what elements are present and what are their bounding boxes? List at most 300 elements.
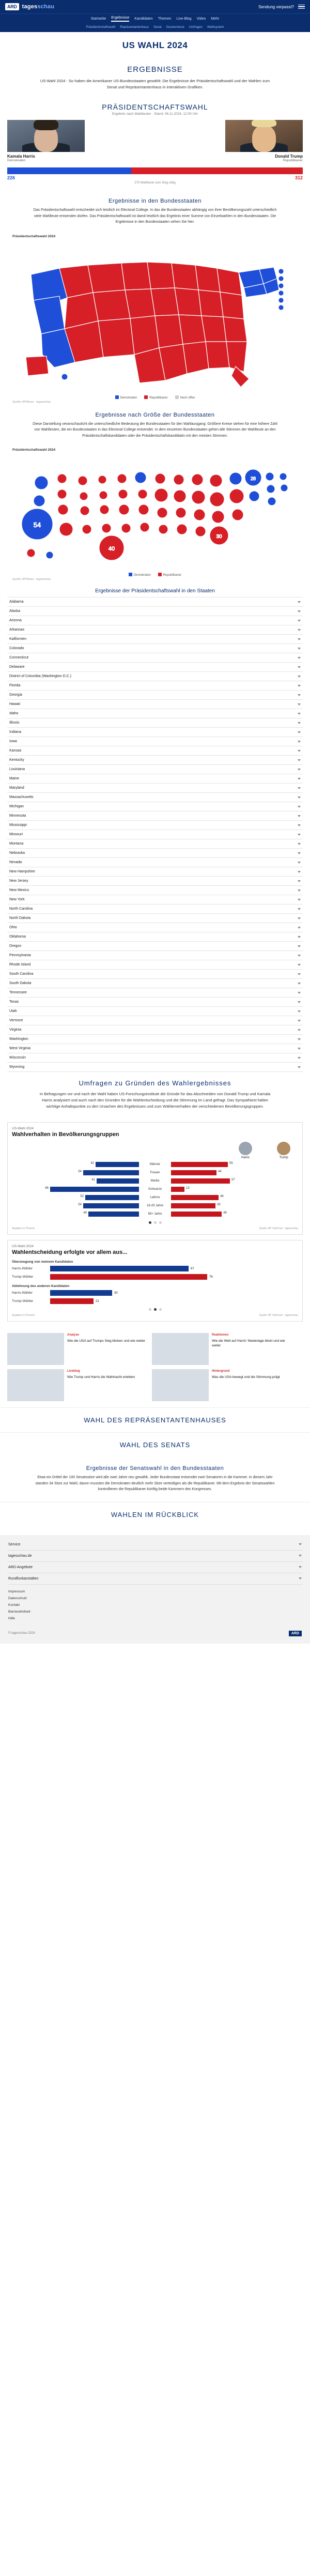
pagination-dot[interactable] (159, 1221, 162, 1224)
map-label-2: Präsidentschaftswahl 2024 (12, 448, 56, 452)
state-row[interactable] (7, 849, 303, 858)
state-name: Alaska (9, 609, 21, 614)
brand-primary: tages (22, 4, 38, 10)
chevron-down-icon (298, 601, 301, 603)
state-name: North Carolina (9, 907, 33, 911)
state-name: Vermont (9, 1019, 23, 1023)
chart2-row: Harris-Wähler 67 (12, 1267, 194, 1271)
teaser-title: Was die USA bewegt und die Stimmung prägt (212, 1375, 280, 1379)
chevron-down-icon (299, 1543, 302, 1545)
state-name: Utah (9, 1009, 17, 1014)
subnav-item-1[interactable]: Repräsentantenhaus (120, 25, 149, 29)
state-row[interactable] (7, 718, 303, 728)
legend-dem-2: Demokraten (129, 573, 151, 577)
state-row[interactable] (7, 635, 303, 644)
teaser-tag: Analyse (67, 1333, 80, 1337)
svg-text:54: 54 (33, 521, 41, 529)
chart2-notes (12, 1311, 298, 1317)
missed-broadcast-link[interactable]: Sendung verpasst? (258, 4, 294, 9)
state-row[interactable] (7, 877, 303, 886)
presidential-hero (0, 98, 310, 190)
brand-area[interactable] (5, 3, 54, 10)
chart1-title: Wahlverhalten in Bevölkerungsgruppen (12, 1131, 119, 1138)
chart2-group-1-rows (12, 1290, 298, 1304)
chevron-down-icon (298, 1057, 301, 1059)
chevron-down-icon (298, 713, 301, 715)
map-legend-2 (0, 571, 310, 578)
state-name: Arkansas (9, 628, 25, 632)
chevron-down-icon (298, 1048, 301, 1050)
legend-dem: Demokraten (115, 395, 137, 400)
state-name: Indiana (9, 730, 21, 734)
electoral-college-heading: Ergebnisse in den Bundesstaaten (108, 198, 202, 204)
candidate-harris (7, 120, 85, 162)
chevron-down-icon (298, 890, 301, 892)
nav-item-6[interactable]: Mehr (211, 17, 220, 21)
chevron-down-icon (298, 992, 301, 994)
subnav-item-3[interactable]: Gouverneure (166, 25, 184, 29)
state-name: Washington (9, 1037, 28, 1041)
cartogram-text: Diese Darstellung veranschaulicht die unterschiedliche Bedeutung der Bundesstaaten für den Wahlausgang: Größere Kreise stehen für eine höhere Zahl von Wahlleuten, die ein Bundesstaaten in das Electoral College entsendet. In dem einzelnen Bundesstaaten gehen alle Stimmen der Wahlleute an den Präsidentschaftskandidaten oder die Präsidentschaftskandidatin mit den meisten Stimmen. (33, 422, 277, 438)
state-name: New York (9, 898, 25, 902)
candidate-trump-party: Republikaner (283, 159, 303, 162)
state-name: Pennsylvania (9, 954, 31, 958)
us-map-svg (10, 238, 300, 393)
footer (0, 1535, 310, 1644)
chevron-down-icon (298, 871, 301, 873)
footer-accordion-label: Rundfunkanstalten (8, 1576, 39, 1581)
brand-secondary: schau (37, 4, 55, 10)
state-row[interactable] (7, 653, 303, 663)
state-name: Idaho (9, 712, 19, 716)
state-row[interactable] (7, 932, 303, 942)
state-row[interactable] (7, 607, 303, 616)
state-row[interactable] (7, 914, 303, 923)
svg-text:28: 28 (250, 476, 256, 482)
teaser-tag: Liveblog (67, 1370, 80, 1373)
chevron-down-icon (298, 936, 301, 938)
chevron-down-icon (298, 973, 301, 975)
top-bar-right (258, 5, 305, 9)
state-name: Tennessee (9, 991, 27, 995)
teaser-title: Wie Trump und Harris die Wahlnacht erlebten (67, 1375, 135, 1379)
chevron-down-icon (298, 666, 301, 668)
state-name: South Dakota (9, 982, 32, 986)
state-row[interactable] (7, 858, 303, 867)
chevron-down-icon (298, 843, 301, 845)
chevron-down-icon (298, 945, 301, 947)
state-name: Wyoming (9, 1065, 25, 1069)
teaser-card[interactable] (152, 1369, 292, 1401)
pagination-dot[interactable] (154, 1221, 157, 1224)
chevron-down-icon (298, 787, 301, 789)
state-row[interactable] (7, 970, 303, 979)
state-row[interactable] (7, 728, 303, 737)
cartogram-svg (10, 452, 300, 571)
chart2-row: Trump-Wähler 76 (12, 1275, 213, 1279)
page-title: US WAHL 2024 (122, 40, 188, 50)
state-name: Connecticut (9, 656, 28, 660)
nav-item-1[interactable]: Ergebnisse (111, 16, 129, 22)
chart1-notes (12, 1224, 298, 1230)
footer-accordion-label: Service (8, 1542, 21, 1546)
footer-link-datenschutz[interactable]: Datenschutz (8, 1596, 27, 1600)
state-row[interactable] (7, 756, 303, 765)
state-row[interactable] (7, 774, 303, 784)
state-row[interactable] (7, 960, 303, 970)
state-row[interactable] (7, 1007, 303, 1016)
chevron-down-icon (298, 983, 301, 985)
chart1-head-trump (272, 1142, 295, 1159)
teaser-card[interactable] (152, 1333, 292, 1365)
footer-links (0, 1585, 310, 1626)
state-name: Kansas (9, 749, 22, 753)
state-row[interactable] (7, 616, 303, 625)
footer-accordion-label: ARD-Angebote (8, 1565, 33, 1569)
hamburger-icon[interactable] (298, 5, 305, 9)
states-section-title: Ergebnisse der Präsidentschaftswahl in den Staaten (95, 588, 215, 594)
trump-avatar (277, 1142, 290, 1155)
state-row[interactable] (7, 1025, 303, 1035)
chevron-down-icon (298, 955, 301, 957)
state-name: Florida (9, 684, 21, 688)
us-election-map[interactable] (10, 238, 300, 393)
chevron-down-icon (299, 1577, 302, 1580)
footer-accordion-row[interactable] (7, 1551, 303, 1562)
state-name: Minnesota (9, 814, 26, 818)
chart1-row: 52 Latinos 46 (80, 1195, 224, 1200)
state-name: Montana (9, 842, 24, 846)
state-row[interactable] (7, 886, 303, 895)
chevron-down-icon (298, 852, 301, 854)
state-name: District of Columbia (Washington D.C.) (9, 674, 71, 679)
chevron-down-icon (298, 908, 301, 910)
state-row[interactable] (7, 895, 303, 904)
pagination-dot[interactable] (149, 1221, 151, 1224)
senate-block (0, 1457, 310, 1502)
chevron-down-icon (298, 824, 301, 826)
state-row[interactable] (7, 1035, 303, 1044)
candidate-trump-name: Donald Trump (275, 154, 303, 159)
state-name: Oklahoma (9, 935, 26, 939)
state-name: Wisconsin (9, 1056, 26, 1060)
state-row[interactable] (7, 867, 303, 877)
electoral-vote-numbers (0, 174, 310, 180)
state-name: Colorado (9, 647, 24, 651)
state-name: Georgia (9, 693, 22, 697)
ev-bar-dem (7, 167, 131, 174)
senate-text: Etwa ein Drittel der 100 Senatssitze wird alle zwei Jahre neu gewählt. Jeder Bundesstaat entsendet zwei Senatoren in die Kammer. In diesem Jahr standen 34 Sitze zur Wahl, davon mussten die Demokraten deutlich mehr Sitze verteidigen als die Republikaner. Mit dem Ergebnis der Senatswahlen kontrollieren die Republikaner künftig beide Kammern des Kongresses. (35, 1476, 275, 1492)
chevron-down-icon (298, 796, 301, 799)
state-name: Oregon (9, 944, 22, 948)
chart2-kicker: US-Wahl 2024 (12, 1245, 34, 1249)
state-row[interactable] (7, 784, 303, 793)
state-row[interactable] (7, 839, 303, 849)
footer-link-kontakt[interactable]: Kontakt (8, 1603, 20, 1607)
electoral-vote-bar (7, 167, 303, 174)
chevron-down-icon (298, 964, 301, 966)
footer-accordion (7, 1539, 303, 1585)
pagination-dot[interactable] (159, 1308, 162, 1311)
teaser-card[interactable] (7, 1333, 148, 1365)
state-name: Maine (9, 777, 20, 781)
candidate-trump (225, 120, 303, 162)
state-name: Nebraska (9, 851, 25, 855)
nav-item-0[interactable]: Startseite (90, 17, 106, 21)
chart1-row: 49 65+ Jahre 49 (83, 1212, 227, 1216)
main-nav (0, 13, 310, 24)
chart2-note-right: Quelle: AP VoteCast · tagesschau (259, 1314, 298, 1317)
chevron-down-icon (298, 676, 301, 678)
state-row[interactable] (7, 746, 303, 756)
ev-count-rep: 312 (295, 175, 303, 180)
chart1-pagination[interactable] (12, 1217, 298, 1224)
pagination-dot[interactable] (154, 1308, 157, 1311)
chevron-down-icon (298, 731, 301, 733)
state-name: Illinois (9, 721, 20, 725)
states-accordion (7, 597, 303, 1072)
footer-link-impressum[interactable]: Impressum (8, 1589, 25, 1593)
chart1-rows (12, 1161, 298, 1217)
chevron-down-icon (299, 1555, 302, 1557)
state-name: Iowa (9, 740, 17, 744)
state-name: North Dakota (9, 916, 31, 921)
state-name: Virginia (9, 1028, 22, 1032)
chevron-down-icon (298, 750, 301, 752)
nav-item-3[interactable]: Themen (158, 17, 172, 21)
chevron-down-icon (298, 1020, 301, 1022)
footer-link-barrierefreiheit[interactable]: Barrierefreiheit (8, 1609, 30, 1614)
footer-link-hilfe[interactable]: Hilfe (8, 1616, 16, 1620)
state-name: Michigan (9, 805, 24, 809)
footer-accordion-row[interactable] (7, 1539, 303, 1551)
ev-count-dem: 226 (7, 175, 16, 180)
us-cartogram-map[interactable] (10, 452, 300, 571)
state-name: West Virginia (9, 1047, 30, 1051)
teaser-thumbnail (152, 1369, 209, 1401)
state-row[interactable] (7, 597, 303, 607)
candidate-harris-party: Demokraten (7, 159, 26, 162)
chevron-down-icon (298, 769, 301, 771)
pagination-dot[interactable] (149, 1308, 151, 1311)
chart1-row: 41 Weiße 57 (91, 1178, 235, 1183)
state-name: Kentucky (9, 758, 24, 762)
state-row[interactable] (7, 625, 303, 635)
chart-vote-motivation (7, 1240, 303, 1322)
state-row[interactable] (7, 1053, 303, 1063)
chart1-candidate-heads (12, 1142, 298, 1159)
review-section-link[interactable]: WAHLEN IM RÜCKBLICK (0, 1502, 310, 1527)
sub-nav (0, 24, 310, 32)
state-name: Maryland (9, 786, 24, 790)
state-row[interactable] (7, 1016, 303, 1025)
state-name: Massachusetts (9, 795, 34, 800)
chart1-row: 54 Frauen 44 (78, 1170, 222, 1175)
senate-heading: Ergebnisse der Senatswahl in den Bundesstaaten (86, 1465, 224, 1472)
chevron-down-icon (298, 806, 301, 808)
nav-item-4[interactable]: Live-Blog (176, 17, 192, 21)
chevron-down-icon (298, 815, 301, 817)
chevron-down-icon (298, 917, 301, 919)
chart1-row: 86 Schwarze 13 (45, 1187, 190, 1191)
state-row[interactable] (7, 793, 303, 802)
state-row[interactable] (7, 737, 303, 746)
chevron-down-icon (298, 638, 301, 640)
state-row[interactable] (7, 700, 303, 709)
teaser-title: Wie die Welt auf Harris' Niederlage blickt und wie weiter (212, 1339, 285, 1348)
electoral-college-block (0, 190, 310, 235)
state-row[interactable] (7, 1063, 303, 1072)
map-label-1: Präsidentschaftswahl 2024 (12, 234, 56, 238)
state-row[interactable] (7, 988, 303, 998)
state-name: Hawaii (9, 702, 21, 707)
chart1-kicker: US-Wahl 2024 (12, 1127, 34, 1131)
cartogram-block (0, 404, 310, 449)
state-row[interactable] (7, 923, 303, 932)
chevron-down-icon (298, 685, 301, 687)
polls-band-title: Umfragen zu Gründen des Wahlergebnisses (79, 1079, 231, 1087)
chevron-down-icon (298, 927, 301, 929)
footer-bottom (0, 1626, 310, 1644)
nav-item-2[interactable]: Kandidaten (134, 17, 153, 21)
state-row[interactable] (7, 681, 303, 691)
state-name: Alabama (9, 600, 24, 604)
candidate-harris-photo (7, 120, 85, 152)
senate-section-link[interactable]: WAHL DES SENATS (0, 1432, 310, 1457)
svg-text:40: 40 (108, 546, 115, 553)
chart2-group-0-subhead: Überzeugung von meinem Kandidaten (12, 1260, 73, 1264)
presidential-subtitle: Ergebnis nach Wahlleuten · Stand: 06.11.2024, 12:00 Uhr (112, 112, 198, 116)
footer-accordion-row[interactable] (7, 1573, 303, 1585)
state-row[interactable] (7, 709, 303, 718)
state-row[interactable] (7, 644, 303, 653)
chevron-down-icon (298, 629, 301, 631)
state-name: Mississippi (9, 823, 27, 827)
teaser-thumbnail (7, 1333, 64, 1365)
chart1-head-harris (234, 1142, 257, 1159)
state-row[interactable] (7, 830, 303, 839)
state-name: New Jersey (9, 879, 28, 883)
teaser-tag: Reaktionen (212, 1333, 229, 1337)
state-row[interactable] (7, 691, 303, 700)
state-row[interactable] (7, 663, 303, 672)
teaser-card[interactable] (7, 1369, 148, 1401)
state-row[interactable] (7, 979, 303, 988)
state-row[interactable] (7, 802, 303, 811)
chevron-down-icon (298, 741, 301, 743)
state-name: Kalifornien (9, 637, 27, 641)
chevron-down-icon (298, 862, 301, 864)
chart2-group-0-rows (12, 1266, 298, 1280)
chart2-title: Wahlentscheidung erfolgte vor allem aus... (12, 1249, 128, 1256)
map-source-2: Quelle: AP/News · tagesschau (12, 578, 51, 581)
subnav-item-4[interactable]: Umfragen (189, 25, 203, 29)
chevron-down-icon (298, 703, 301, 706)
candidate-trump-photo (225, 120, 303, 152)
state-row[interactable] (7, 811, 303, 821)
state-name: Missouri (9, 833, 23, 837)
presidential-title: PRÄSIDENTSCHAFTSWAHL (102, 103, 208, 111)
chevron-down-icon (298, 1010, 301, 1013)
teaser-tag: Hintergrund (212, 1370, 230, 1373)
footer-accordion-label: tagesschau.de (8, 1554, 32, 1558)
state-name: Arizona (9, 619, 22, 623)
chart1-note-right: Quelle: AP VoteCast · tagesschau (259, 1227, 298, 1231)
state-name: Rhode Island (9, 963, 31, 967)
nav-item-5[interactable]: Video (196, 17, 206, 21)
legend-open: Noch offen (175, 395, 195, 400)
chart1-row: 42 Männer 55 (90, 1162, 233, 1167)
subnav-item-0[interactable]: Präsidentschaftswahl (86, 25, 116, 29)
chart-voter-groups (7, 1122, 303, 1235)
state-row[interactable] (7, 1044, 303, 1053)
polls-intro: In Befragungen vor und nach der Wahl haben US-Forschungsinstitute die Gründe für das Abschneiden von Donald Trump und Kamala Harris analysiert und auch nach den Gründen für die Wahlentscheidung und die Stimmung im Land gefragt. Das Sympathiest halten wichtige Anhaltspunkte zu den Ursachen des Ergebnisses und zum Wählerverhalten der verschiedenen Bevölkerungsgruppen. (39, 1092, 271, 1109)
chevron-down-icon (298, 1001, 301, 1003)
ard-logo: ARD (5, 3, 19, 10)
chart1-series-1-name: Trump (279, 1156, 288, 1160)
chart2-row: Trump-Wähler 21 (12, 1299, 99, 1304)
state-name: Texas (9, 1000, 19, 1004)
chart1-series-0-name: Harris (241, 1156, 250, 1160)
chart1-note-left: Angaben in Prozent (12, 1227, 35, 1231)
site-brand (22, 4, 55, 10)
chevron-down-icon (298, 620, 301, 622)
state-name: New Hampshire (9, 870, 35, 874)
state-name: Nevada (9, 861, 22, 865)
ev-needed-label: 270 Wahlleute zum Sieg nötig (134, 181, 176, 185)
state-name: South Carolina (9, 972, 34, 976)
state-row[interactable] (7, 998, 303, 1007)
state-name: Louisiana (9, 768, 25, 772)
teaser-title: Wie die USA auf Trumps Sieg blicken und wie weiter (67, 1339, 146, 1343)
footer-accordion-row[interactable] (7, 1562, 303, 1573)
harris-avatar (239, 1142, 252, 1155)
chart2-row: Harris-Wähler 30 (12, 1291, 118, 1295)
top-bar (0, 0, 310, 13)
chevron-down-icon (298, 880, 301, 882)
candidate-harris-name: Kamala Harris (7, 154, 35, 159)
state-row[interactable] (7, 942, 303, 951)
ard-network-logo: ARD (289, 1631, 302, 1636)
cartogram-heading: Ergebnisse nach Größe der Bundesstaaten (95, 411, 215, 418)
teaser-thumbnail (7, 1369, 64, 1401)
subnav-item-2[interactable]: Senat (153, 25, 162, 29)
legend-rep: Republikaner (144, 395, 167, 400)
chevron-down-icon (298, 899, 301, 901)
svg-text:30: 30 (216, 534, 222, 540)
state-row[interactable] (7, 904, 303, 914)
legend-rep-2: Republikaner (158, 573, 181, 577)
house-section-link[interactable]: WAHL DES REPRÄSENTANTENHAUSES (0, 1407, 310, 1432)
results-intro: US-Wahl 2024 - So haben die Amerikaner US-Bundesstaaten gewählt: Die Ergebnisse der Präsidentschaftswahl und der Wahlen zum Senat und Repräsentantenhaus in interaktiven Grafiken. (40, 79, 270, 89)
state-row[interactable] (7, 821, 303, 830)
chart2-note-left: Angaben in Prozent (12, 1314, 35, 1317)
chart2-pagination[interactable] (12, 1304, 298, 1311)
teaser-grid (0, 1327, 310, 1407)
chevron-down-icon (298, 657, 301, 659)
state-row[interactable] (7, 951, 303, 960)
map-source-1: Quelle: AP/News · tagesschau (12, 400, 51, 404)
state-row[interactable] (7, 672, 303, 681)
state-row[interactable] (7, 765, 303, 774)
chevron-down-icon (298, 694, 301, 696)
chart2-group-1-subhead: Ablehnung des anderen Kandidaten (12, 1284, 70, 1289)
state-name: New Mexico (9, 888, 29, 893)
chevron-down-icon (298, 759, 301, 761)
chevron-down-icon (298, 648, 301, 650)
candidate-row (0, 120, 310, 162)
subnav-item-5[interactable]: Wahlsystem (207, 25, 224, 29)
